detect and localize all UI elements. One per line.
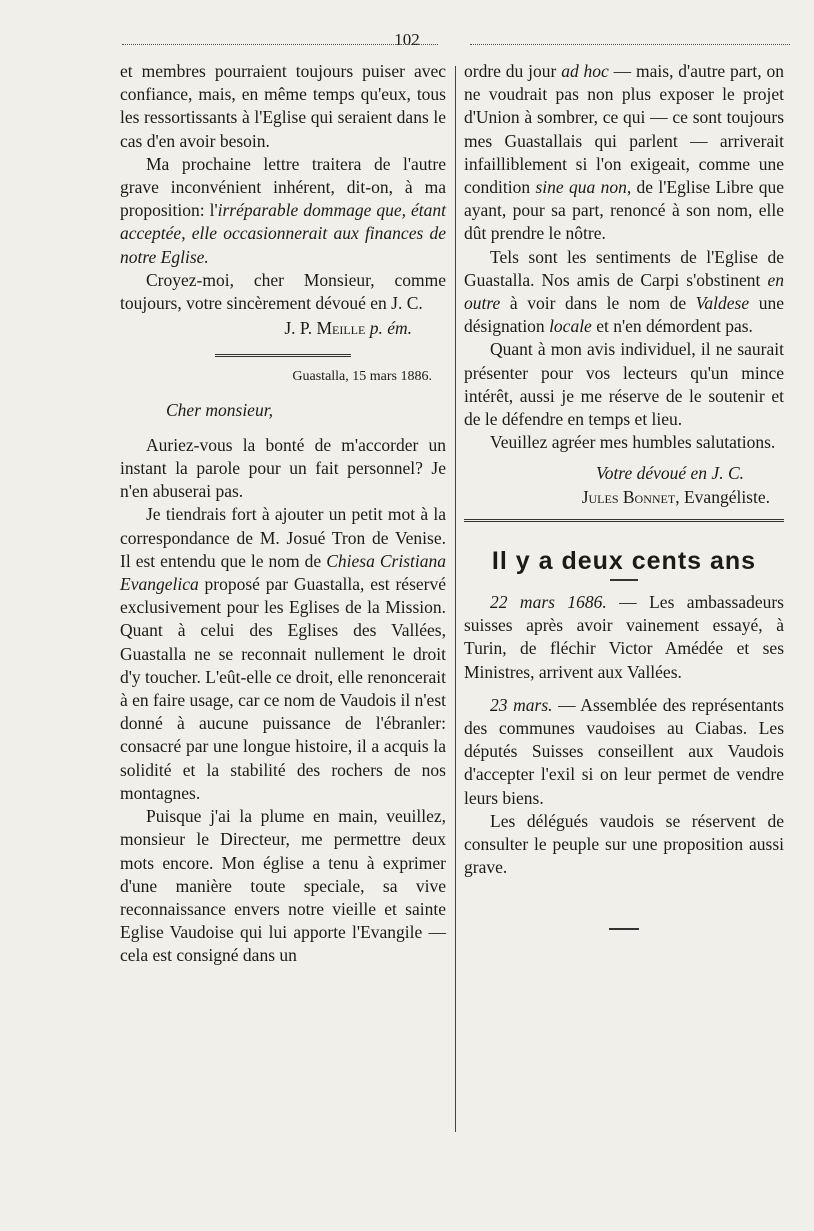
- left-paragraph-5: [120, 503, 446, 805]
- left-paragraph-5-italic: Chiesa Cristiana Evangelica: [120, 550, 446, 595]
- entry-1-date: 22 mars 1686.: [490, 592, 607, 613]
- entry-3: Les délégués vaudois se réservent de consulter le peuple sur une proposition aussi grave.: [464, 810, 784, 878]
- right-paragraph-2-italic-1: en outre: [464, 269, 784, 314]
- left-paragraph-4: Auriez-vous la bonté de m'accorder un instant la parole pour un fait personnel? Je n'en abuserai pas.: [120, 434, 446, 502]
- entry-1-text: — Les ambassadeurs suisses après avoir vainement essayé, à Turin, de fléchir Victor Amédée et ses Ministres, arrivent aux Vallées.: [464, 592, 784, 682]
- right-paragraph-2-italic-2: Valdese: [695, 293, 750, 314]
- signature-bonnet-title: , Evangéliste.: [675, 486, 770, 507]
- left-paragraph-1: et membres pourraient toujours puiser avec confiance, mais, en même temps qu'eux, tous les ressortissants à l'Eglise qui seraient dans le cas d'en avoir besoin.: [120, 61, 446, 151]
- header-rule-right: [470, 44, 790, 45]
- header-rule-left: [122, 44, 438, 45]
- left-paragraph-2-italic: irréparable dommage que, étant acceptée, elle occasionnerait aux finances de notre Eglise.: [120, 200, 446, 267]
- signature-meille-name: J. P. Meille: [284, 318, 366, 339]
- right-paragraph-1-start: ordre du jour: [464, 61, 562, 81]
- right-paragraph-2-mid-2: une désignation: [464, 293, 784, 337]
- right-paragraph-2-end: et n'en démordent pas.: [591, 316, 753, 337]
- right-paragraph-1: [464, 60, 784, 246]
- right-paragraph-2-mid: à voir dans le nom de: [500, 293, 696, 314]
- section-title: Il y a deux cents ans: [491, 546, 757, 575]
- column-divider: [455, 66, 456, 1132]
- right-paragraph-4: Veuillez agréer mes humbles salutations.: [490, 432, 776, 453]
- right-separator: [464, 519, 784, 522]
- signature-bonnet-line-2: [464, 486, 784, 509]
- entry-1: [464, 591, 784, 684]
- entry-2: [464, 694, 784, 810]
- right-paragraph-1-italic-1: ad hoc: [561, 61, 609, 81]
- left-column: [120, 60, 446, 968]
- left-paragraph-5-start: Je tiendrais fort à ajouter un petit mot à la correspondance de M. Josué Tron de Venise. Il est entendu que le nom de: [120, 504, 446, 571]
- signature-meille: [120, 317, 446, 340]
- signature-bonnet-line-1: Votre dévoué en J. C.: [595, 463, 744, 484]
- dateline: Guastalla, 15 mars 1886.: [292, 369, 432, 385]
- end-dash: [609, 928, 639, 930]
- right-paragraph-2: [464, 246, 784, 339]
- right-paragraph-1-end: , de l'Eglise Libre que ayant, pour sa part, renoncé à son nom, elle dût prendre le nôtre.: [464, 177, 784, 244]
- right-column: [464, 60, 784, 930]
- left-paragraph-3: Croyez-moi, cher Monsieur, comme toujours, votre sincèrement dévoué en J. C.: [120, 269, 446, 314]
- entry-2-text: — Assemblée des représentants des communes vaudoises au Ciabas. Les députés Suisses conseillent aux Vaudois d'accepter l'exil si on leur permet de vendre leurs biens.: [464, 694, 784, 808]
- page-number: 102: [394, 30, 420, 49]
- title-dash: [610, 579, 638, 581]
- right-paragraph-3: Quant à mon avis individuel, il ne saurait présenter pour vos lecteurs qu'un mince intérêt, aussi je me réserve de le soutenir et de le défendre en temps et lieu.: [464, 339, 784, 430]
- left-separator: [215, 354, 351, 357]
- left-paragraph-2: [120, 153, 446, 269]
- left-paragraph-6: Puisque j'ai la plume en main, veuillez, monsieur le Directeur, me permettre deux mots encore. Mon église a tenu à exprimer d'une manière toute speciale, sa vive reconnaissance envers notre vieille et sainte Eglise Vaudoise qui lui apporte l'Evangile — cela est consigné dans un: [120, 806, 446, 966]
- right-paragraph-2-start: Tels sont les sentiments de l'Eglise de Guastalla. Nos amis de Carpi s'obstinent: [464, 246, 784, 290]
- left-paragraph-5-end: proposé par Guastalla, est réservé exclusivement pour les Eglises de la Mission. Quant à celui des Eglises des Vallées, Guastalla ne se reconnait nullement le droit d'y toucher. L'eût-elle ce droit, elle renoncerait à en faire usage, car ce nom de Vaudois il n'est donné à aucune puissance de l'ébranler: consacré par une longue histoire, il a acquis la solidité et la stabilité des rochers de nos montagnes.: [120, 574, 447, 803]
- entry-2-date: 23 mars.: [490, 694, 553, 715]
- salutation: Cher monsieur,: [166, 399, 273, 420]
- signature-meille-title: p. ém.: [369, 318, 412, 339]
- left-paragraph-2-text: Ma prochaine lettre traitera de l'autre grave inconvénient inhérent, dit-on, à ma proposition: l': [120, 153, 446, 221]
- right-paragraph-2-italic-3: locale: [549, 316, 592, 337]
- signature-bonnet-name: Jules Bonnet: [581, 486, 676, 507]
- right-paragraph-1-italic-2: sine qua non: [535, 177, 627, 198]
- right-paragraph-1-mid: — mais, d'autre part, on ne voudrait pas non plus exposer le projet d'Union à sombrer, ce qui — ce sont toujours mes Guastallais qui parlent — arriverait infailliblement si l'on exigeait, comme une condition: [464, 61, 784, 198]
